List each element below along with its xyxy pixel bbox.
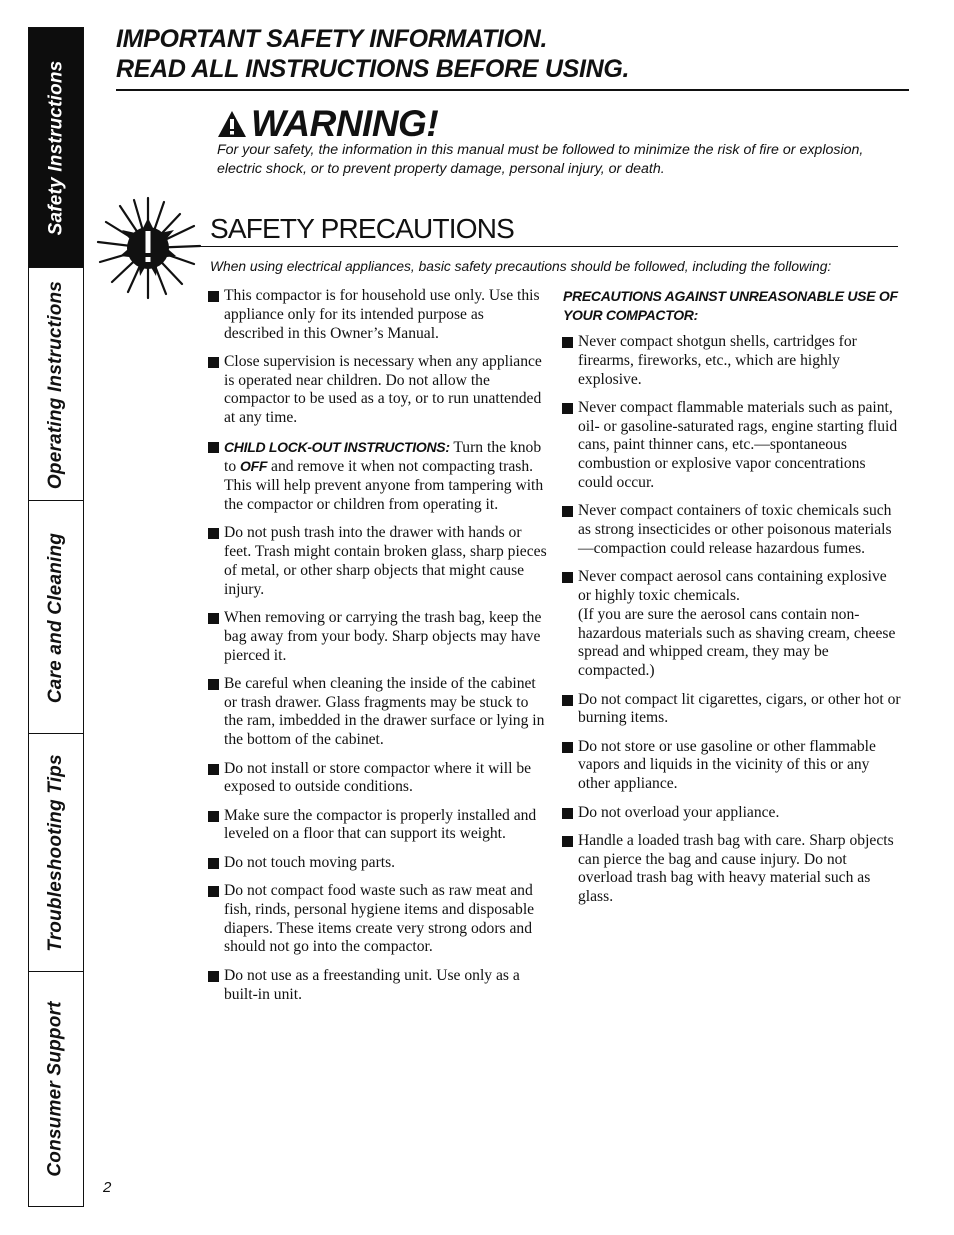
page-number: 2 xyxy=(103,1179,112,1196)
item-text: Do not compact lit cigarettes, cigars, or other hot or burning items. xyxy=(578,690,901,727)
bullet-square-icon xyxy=(208,357,219,368)
tab-label: Care and Cleaning xyxy=(45,532,66,703)
item-text: Do not compact food waste such as raw meat and fish, rinds, personal hygiene items and disposable diapers. These items create very strong odors and should not go into the compactor. xyxy=(224,882,535,956)
item-text: This compactor is for household use only. Use this appliance only for its intended purpose as described in this Owner’s Manual. xyxy=(224,287,540,342)
tab-label: Operating Instructions xyxy=(45,280,67,489)
tab-safety-instructions[interactable] xyxy=(28,27,84,268)
list-item xyxy=(207,854,547,873)
item-text: Never compact aerosol cans containing explosive or highly toxic chemicals. xyxy=(578,568,887,605)
list-item xyxy=(561,691,901,729)
warning-heading xyxy=(217,103,438,145)
bullet-square-icon xyxy=(208,613,219,624)
list-item xyxy=(561,333,901,389)
left-column xyxy=(207,287,547,1014)
item-text: Never compact containers of toxic chemicals such as strong insecticides or other poisonous materials—compaction could release hazardous fumes. xyxy=(578,502,892,557)
section-divider xyxy=(196,246,898,247)
list-item xyxy=(207,524,547,599)
item-text: Do not store or use gasoline or other flammable vapors and liquids in the vicinity of this or any other appliance. xyxy=(578,737,876,793)
bullet-square-icon xyxy=(208,764,219,775)
list-item xyxy=(207,438,547,515)
header-divider xyxy=(116,89,909,91)
list-item xyxy=(561,568,901,681)
bullet-square-icon xyxy=(208,291,219,302)
bullet-square-icon xyxy=(562,742,573,753)
list-item xyxy=(561,804,901,823)
item-text: Handle a loaded trash bag with care. Sharp objects can pierce the bag and cause injury. Do not overload trash bag with heavy material such as glass. xyxy=(578,831,894,906)
safety-precautions-intro: When using electrical appliances, basic safety precautions should be followed, including the following: xyxy=(210,259,832,274)
bullet-square-icon xyxy=(208,442,219,453)
safety-precautions-title: SAFETY PRECAUTIONS xyxy=(210,213,515,244)
list-item xyxy=(207,967,547,1005)
item-text: Never compact shotgun shells, cartridges for firearms, fireworks, etc., which are highly explosive. xyxy=(578,333,857,388)
header-line-2: READ ALL INSTRUCTIONS BEFORE USING. xyxy=(116,55,630,83)
bullet-square-icon xyxy=(208,528,219,539)
list-item xyxy=(561,399,901,493)
side-tabs xyxy=(28,27,84,1207)
tab-care-and-cleaning[interactable] xyxy=(28,500,84,734)
page-header xyxy=(116,24,629,84)
bullet-square-icon xyxy=(562,506,573,517)
warning-triangle-icon xyxy=(217,109,247,139)
bullet-square-icon xyxy=(562,572,573,583)
bullet-square-icon xyxy=(562,808,573,819)
item-text: Do not push trash into the drawer with hands or feet. Trash might contain broken glass, sharp pieces of metal, or other sharp objects that might cause injury. xyxy=(224,524,547,598)
tab-label: Troubleshooting Tips xyxy=(45,754,66,952)
item-text: When removing or carrying the trash bag, keep the bag away from your body. Sharp objects may have pierced it. xyxy=(224,608,542,664)
tab-consumer-support[interactable] xyxy=(28,971,84,1207)
list-item xyxy=(561,832,901,907)
item-text: Do not use as a freestanding unit. Use only as a built-in unit. xyxy=(224,966,520,1003)
bullet-square-icon xyxy=(562,695,573,706)
list-item xyxy=(561,502,901,558)
off-label: OFF xyxy=(240,458,268,475)
item-text: Do not install or store compactor where it will be exposed to outside conditions. xyxy=(224,759,532,796)
tab-troubleshooting-tips[interactable] xyxy=(28,733,84,972)
child-lock-label: CHILD LOCK-OUT INSTRUCTIONS: xyxy=(224,438,450,455)
item-text: Do not touch moving parts. xyxy=(224,853,396,871)
bullet-square-icon xyxy=(208,811,219,822)
bullet-square-icon xyxy=(208,886,219,897)
bullet-square-icon xyxy=(208,679,219,690)
list-item xyxy=(207,807,547,845)
bullet-square-icon xyxy=(208,858,219,869)
list-item xyxy=(207,675,547,750)
bullet-square-icon xyxy=(562,337,573,348)
item-text: Close supervision is necessary when any appliance is operated near children. Do not allow the compactor to be used as a toy, or to run unattended at any time. xyxy=(224,352,542,427)
warning-text: For your safety, the information in this manual must be followed to minimize the risk of fire or explosion, electric shock, or to prevent property damage, personal injury, or death. xyxy=(217,142,864,177)
right-column xyxy=(561,287,901,917)
list-item xyxy=(561,738,901,794)
exclamation-burst-icon xyxy=(96,196,206,300)
bullet-square-icon xyxy=(562,836,573,847)
list-item xyxy=(207,609,547,665)
tab-label: Safety Instructions xyxy=(45,60,66,236)
header-line-1: IMPORTANT SAFETY INFORMATION. xyxy=(116,25,548,53)
unreasonable-use-heading: PRECAUTIONS AGAINST UNREASONABLE USE OF YOUR COMPACTOR: xyxy=(563,288,898,323)
bullet-square-icon xyxy=(562,403,573,414)
aerosol-note: (If you are sure the aerosol cans contain non-hazardous materials such as shaving cream, cheese spread and whipped cream, they may be compacted.) xyxy=(578,605,896,680)
list-item xyxy=(207,287,547,343)
item-text: and remove it when not compacting trash. This will help prevent anyone from tampering with the compactor or children from operating it. xyxy=(224,458,544,513)
tab-label: Consumer Support xyxy=(45,1001,67,1177)
tab-operating-instructions[interactable] xyxy=(28,267,84,501)
item-text: Do not overload your appliance. xyxy=(578,803,780,821)
list-item xyxy=(207,882,547,957)
bullet-square-icon xyxy=(208,971,219,982)
list-item xyxy=(207,353,547,428)
warning-title: WARNING! xyxy=(251,103,439,144)
list-item xyxy=(207,760,547,798)
item-text: Be careful when cleaning the inside of the cabinet or trash drawer. Glass fragments may be stuck to the ram, imbedded in the drawer surface or lying in the bottom of the cabinet. xyxy=(224,674,545,749)
item-text: Never compact flammable materials such as paint, oil- or gasoline-saturated rags, engine starting fluid cans, paint thinner cans, etc.—spontaneous combustion or explosive vapor concentrations could occur. xyxy=(578,398,898,492)
item-text: Make sure the compactor is properly installed and leveled on a floor that can support its weight. xyxy=(224,806,537,843)
item-text: Turn the knob to xyxy=(224,438,542,476)
